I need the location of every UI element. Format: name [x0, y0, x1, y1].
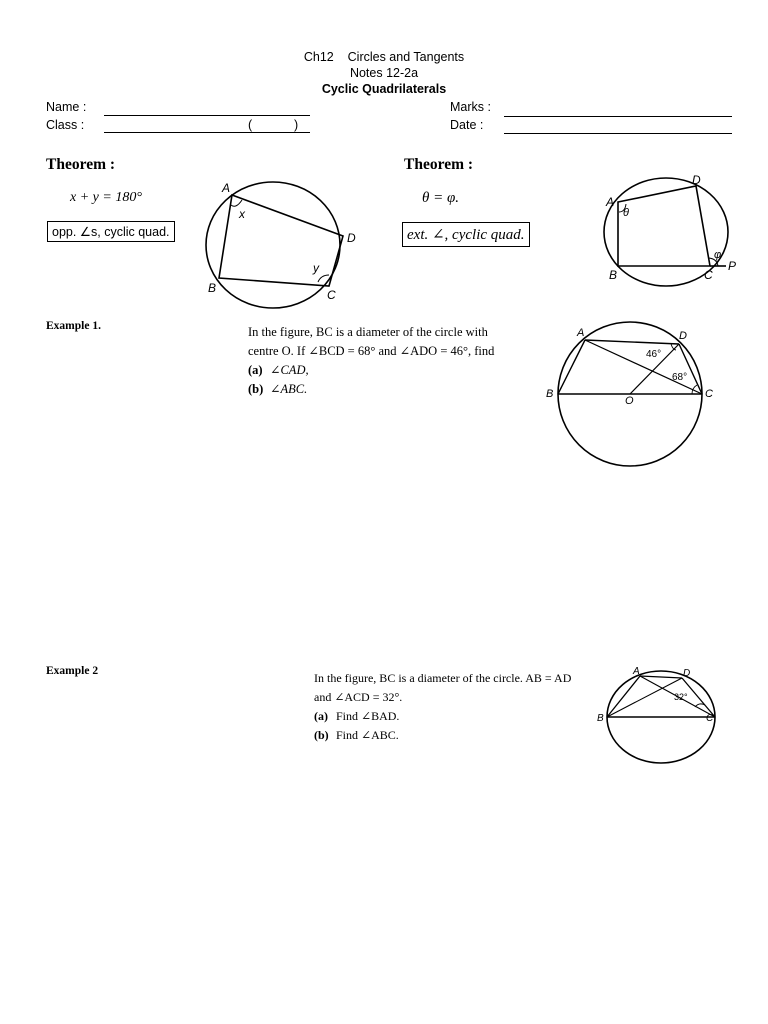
example1-label-c: C: [705, 388, 713, 400]
example2-line2: and ∠ACD = 32°.: [314, 690, 403, 704]
example1-line1: In the figure, BC is a diameter of the circle with: [248, 325, 488, 339]
example1-side-ad: [585, 340, 679, 344]
example2-part-a: (a) Find ∠BAD.: [314, 707, 594, 726]
chapter-number: Ch12: [303, 50, 334, 64]
example1-part-a-label: (a): [248, 363, 263, 377]
theorem2-quadrilateral: [618, 186, 710, 266]
example1-line2: centre O. If ∠BCD = 68° and ∠ADO = 46°, find: [248, 344, 495, 358]
example1-label-b: B: [546, 388, 554, 400]
theorem1-label-c: C: [327, 288, 336, 302]
theorem1-label-x: x: [239, 207, 245, 221]
example1-diagram: [545, 322, 720, 490]
example2-chord-bd: [607, 678, 682, 717]
theorem1-label-y: y: [313, 261, 319, 275]
example2-label-d: D: [683, 668, 691, 679]
example1-side-ab: [558, 340, 585, 394]
example2-side-ad: [640, 676, 682, 678]
theorem2-label-theta: θ: [623, 207, 629, 219]
class-field[interactable]: [104, 132, 310, 133]
chapter-line: [0, 50, 768, 64]
example2-part-b-label: (b): [314, 728, 329, 742]
theorem1-angle-x-arc: [231, 200, 242, 206]
theorem1-label-a: A: [222, 181, 231, 195]
example1-angle-46-label: 46°: [646, 349, 662, 360]
theorem2-diagram: [598, 172, 748, 292]
example1-question: [248, 323, 538, 399]
theorem1-reason-box: opp. ∠s, cyclic quad.: [47, 221, 175, 242]
theorem2-label-d: D: [692, 173, 701, 187]
marks-field[interactable]: [504, 116, 732, 117]
theorem2-reason-box: ext. ∠, cyclic quad.: [402, 222, 530, 247]
theorem1-heading: Theorem :: [46, 156, 116, 173]
theorem2-label-c: C: [704, 268, 713, 282]
theorem1-label-b: B: [208, 281, 217, 295]
example2-label-b: B: [597, 713, 604, 724]
theorem1-formula: x + y = 180°: [70, 190, 142, 205]
example1-label-o: O: [625, 395, 634, 407]
theorem1-label-d: D: [347, 231, 356, 245]
class-number-open-paren: (: [248, 118, 253, 132]
marks-label: Marks :: [450, 100, 491, 114]
theorem1-diagram: [198, 178, 368, 314]
theorem2-formula: θ = φ.: [422, 190, 460, 206]
date-field[interactable]: [504, 133, 732, 134]
name-label: Name :: [46, 100, 87, 114]
theorem2-label-phi: φ: [714, 249, 722, 261]
example1-angle-68-arc: [692, 385, 697, 394]
theorem1-quadrilateral: [219, 195, 343, 286]
notes-number: Notes 12-2a: [349, 66, 419, 80]
example2-label-a: A: [633, 666, 640, 677]
example1-label-a: A: [577, 327, 585, 339]
example1-part-b: (b) ∠ABC.: [248, 380, 538, 399]
page-title: Cyclic Quadrilaterals: [321, 82, 447, 96]
example2-angle-32-label: 32°: [674, 692, 688, 702]
example2-part-a-label: (a): [314, 709, 328, 723]
theorem2-label-b: B: [609, 268, 618, 282]
theorem2-label-p: P: [728, 259, 737, 273]
theorem2-heading: Theorem :: [404, 156, 474, 173]
date-label: Date :: [450, 118, 484, 132]
theorem2-label-a: A: [606, 195, 615, 209]
example2-line1: In the figure, BC is a diameter of the circle. AB = AD: [314, 671, 572, 685]
example2-question: [314, 669, 594, 745]
example1-angle-68-label: 68°: [672, 372, 688, 383]
example1-label: Example 1.: [46, 320, 101, 332]
example1-part-b-label: (b): [248, 382, 264, 396]
example2-label: Example 2: [46, 665, 99, 677]
class-number-close-paren: ): [294, 118, 299, 132]
theorem1-circle: [206, 182, 340, 308]
example1-part-a: (a) ∠CAD,: [248, 361, 538, 380]
example2-part-b: (b) Find ∠ABC.: [314, 726, 594, 745]
chapter-title: Circles and Tangents: [347, 50, 465, 64]
class-label: Class :: [46, 118, 85, 132]
name-field[interactable]: [104, 115, 310, 116]
example1-label-d: D: [679, 330, 687, 342]
example1-side-dc: [679, 344, 702, 394]
example2-label-c: C: [706, 713, 714, 724]
example2-diagram: [595, 665, 725, 765]
